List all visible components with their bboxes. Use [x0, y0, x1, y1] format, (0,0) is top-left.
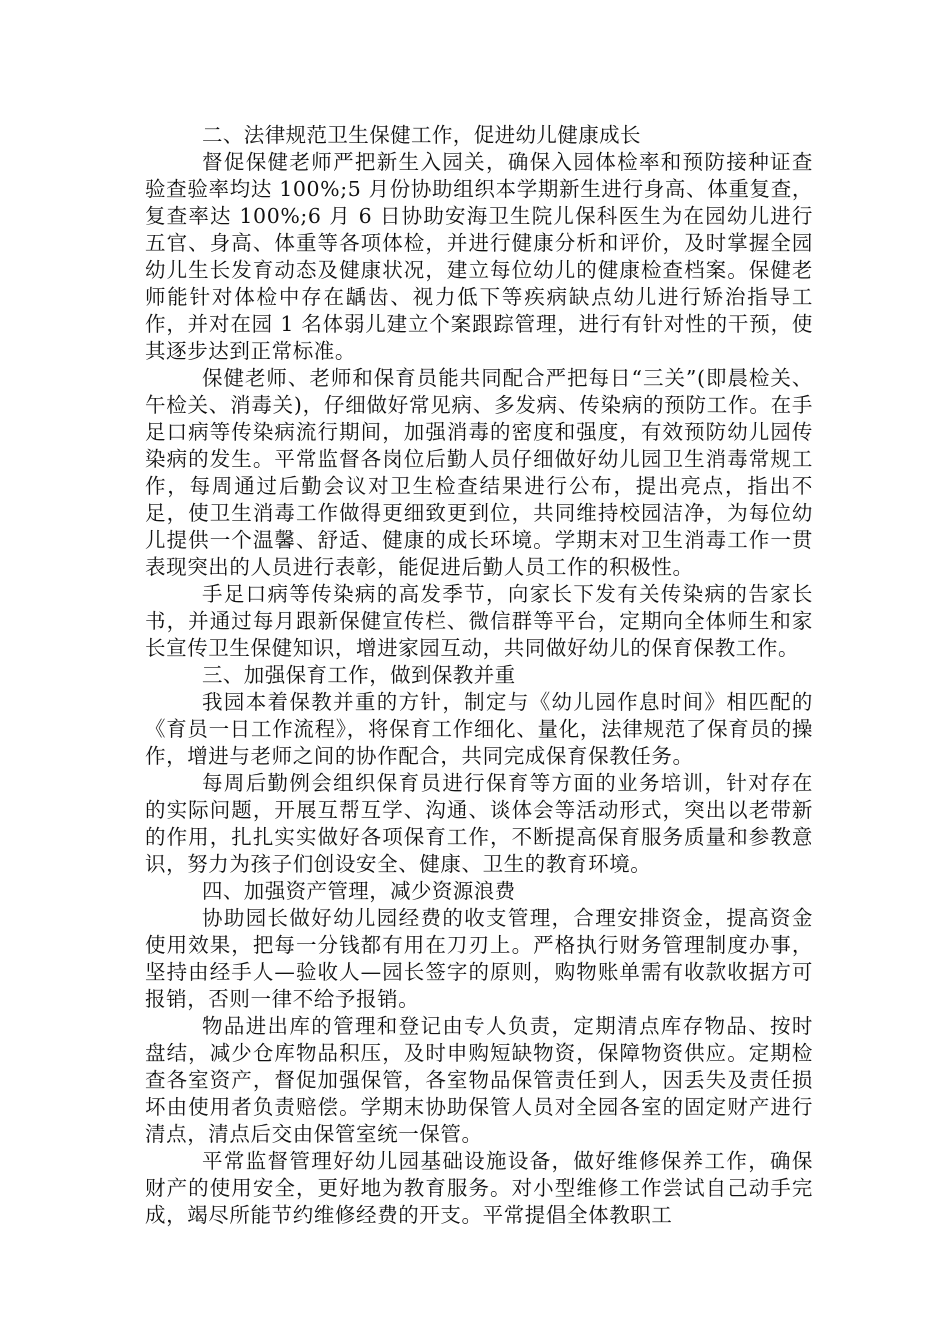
section-heading-health: 二、法律规范卫生保健工作，促进幼儿健康成长 — [202, 123, 641, 147]
paragraph-facilities: 平常监督管理好幼儿园基础设施设备，做好维修保养工作，确保财产的使用安全，更好地为教育服务。对小型维修工作尝试自己动手完成，竭尽所能节约维修经费的开支。平常提倡全体教职工 — [145, 1149, 813, 1227]
paragraph-work-process: 我园本着保教并重的方针，制定与《幼儿园作息时间》相匹配的《育员一日工作流程》，将保育工作细化、量化，法律规范了保育员的操作，增进与老师之间的协作配合，共同完成保育保教任务。 — [145, 690, 813, 768]
section-heading-childcare: 三、加强保育工作，做到保教并重 — [202, 663, 516, 687]
document-page — [145, 122, 813, 1229]
paragraph-health-checkup: 督促保健老师严把新生入园关，确保入园体检率和预防接种证查验查验率均达 100%;5 月份协助组织本学期新生进行身高、体重复查，复查率达 100%;6 月 6 日协助安海卫生院儿保科医生为在园幼儿进行五官、身高、体重等各项体检，并进行健康分析和评价，及时掌握全园幼儿生长发育动态及健康状况，建立每位幼儿的健康检查档案。保健老师能针对体检中存在龋齿、视力低下等疾病缺点幼儿进行矫治指导工作，并对在园 1 名体弱儿建立个案跟踪管理，进行有针对性的干预，使其逐步达到正常标准。 — [145, 150, 813, 363]
paragraph-finance: 协助园长做好幼儿园经费的收支管理，合理安排资金，提高资金使用效果，把每一分钱都有用在刀刃上。严格执行财务管理制度办事，坚持由经手人—验收人—园长签字的原则，购物账单需有收款收据方可报销，否则一律不给予报销。 — [145, 906, 813, 1011]
paragraph-three-checks: 保健老师、老师和保育员能共同配合严把每日“三关”(即晨检关、午检关、消毒关)，仔细做好常见病、多发病、传染病的预防工作。在手足口病等传染病流行期间，加强消毒的密度和强度，有效预防幼儿园传染病的发生。平常监督各岗位后勤人员仔细做好幼儿园卫生消毒常规工作，每周通过后勤会议对卫生检查结果进行公布，提出亮点，指出不足，使卫生消毒工作做得更细致更到位，共同维持校园洁净，为每位幼儿提供一个温馨、舒适、健康的成长环境。学期末对卫生消毒工作一贯表现突出的人员进行表彰，能促进后勤人员工作的积极性。 — [145, 366, 813, 579]
section-heading-assets: 四、加强资产管理，减少资源浪费 — [202, 879, 516, 903]
paragraph-hfmd-notice: 手足口病等传染病的高发季节，向家长下发有关传染病的告家长书，并通过每月跟新保健宣传栏、微信群等平台，定期向全体师生和家长宣传卫生保健知识，增进家园互动，共同做好幼儿的保育保教工作。 — [145, 582, 813, 660]
paragraph-training: 每周后勤例会组织保育员进行保育等方面的业务培训，针对存在的实际问题，开展互帮互学、沟通、谈体会等活动形式，突出以老带新的作用，扎扎实实做好各项保育工作，不断提高保育服务质量和参教意识，努力为孩子们创设安全、健康、卫生的教育环境。 — [145, 771, 813, 876]
paragraph-inventory: 物品进出库的管理和登记由专人负责，定期清点库存物品、按时盘结，减少仓库物品积压，及时申购短缺物资，保障物资供应。定期检查各室资产，督促加强保管，各室物品保管责任到人，因丢失及责任损坏由使用者负责赔偿。学期末协助保管人员对全园各室的固定财产进行清点，清点后交由保管室统一保管。 — [145, 1014, 813, 1146]
